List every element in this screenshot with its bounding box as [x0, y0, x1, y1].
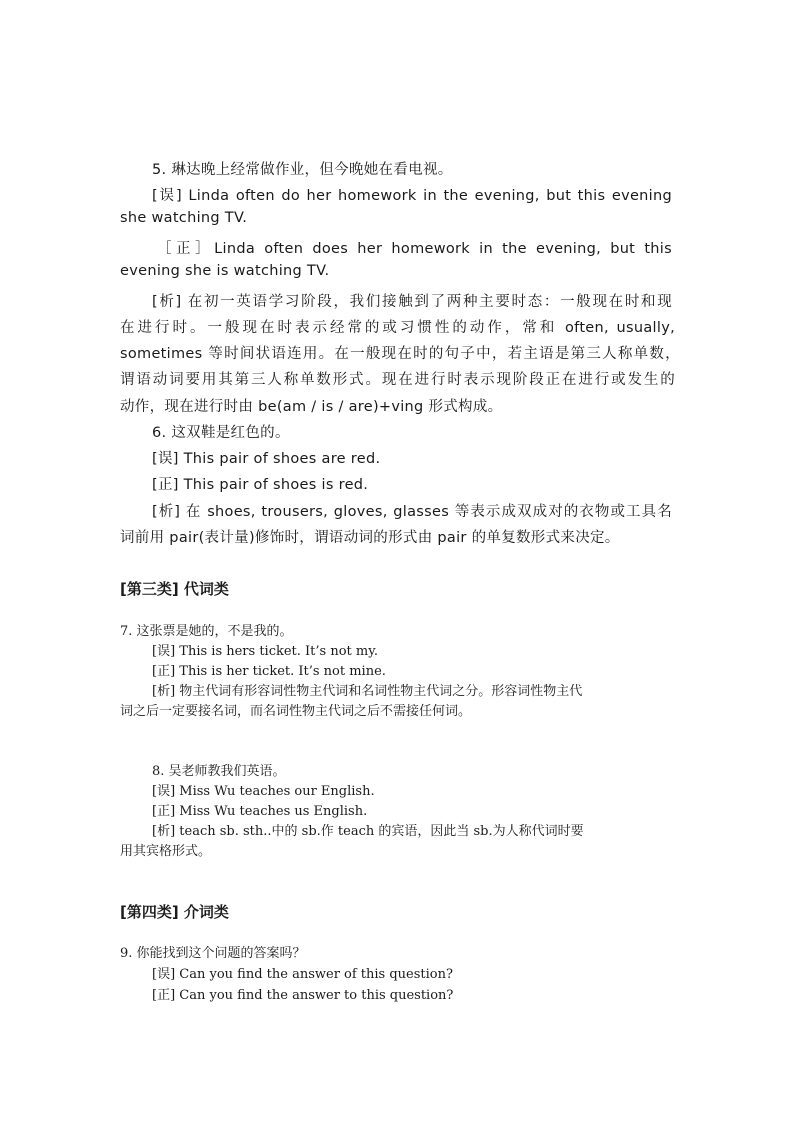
right-5-line-1: ［正］Linda often does her homework in the evening, but this	[157, 241, 672, 257]
wrong-8: [误] Miss Wu teaches our English.	[152, 784, 375, 799]
question-9: 9. 你能找到这个问题的答案吗？	[120, 946, 306, 961]
wrong-9: [误] Can you find the answer of this question?	[152, 967, 453, 982]
question-6: 6. 这双鞋是红色的。	[152, 425, 290, 441]
section-heading-pronouns: [第三类] 代词类	[120, 580, 229, 598]
wrong-7: [误] This is hers ticket. It’s not my.	[152, 644, 378, 659]
wrong-5-line-1: [误] Linda often do her homework in the evening, but this evening	[152, 188, 672, 204]
question-8: 8. 吴老师教我们英语。	[152, 764, 286, 779]
analysis-5-line-4: 谓语动词要用其第三人称单数形式。现在进行时表示现阶段正在进行或发生的	[120, 372, 675, 388]
analysis-6-line-2: 词前用 pair(表计量)修饰时，谓语动词的形式由 pair 的单复数形式来决定。	[120, 530, 620, 546]
analysis-7-line-1: [析] 物主代词有形容词性物主代词和名词性物主代词之分。形容词性物主代	[152, 684, 583, 699]
right-9: [正] Can you find the answer to this question?	[152, 988, 454, 1003]
analysis-5-line-3: sometimes 等时间状语连用。在一般现在时的句子中，若主语是第三人称单数，	[120, 346, 680, 362]
right-7: [正] This is her ticket. It’s not mine.	[152, 664, 386, 679]
right-6: [正] This pair of shoes is red.	[152, 477, 369, 493]
section-heading-prepositions: [第四类] 介词类	[120, 903, 229, 921]
wrong-5-line-2: she watching TV.	[120, 210, 248, 226]
analysis-7-line-2: 词之后一定要接名词，而名词性物主代词之后不需接任何词。	[120, 704, 472, 719]
analysis-5-line-1: [析] 在初一英语学习阶段，我们接触到了两种主要时态：一般现在时和现	[152, 294, 672, 310]
question-7: 7. 这张票是她的，不是我的。	[120, 624, 293, 639]
analysis-8-line-2: 用其宾格形式。	[120, 844, 212, 859]
analysis-5-line-2: 在进行时。一般现在时表示经常的或习惯性的动作，常和 often, usually,	[120, 320, 675, 336]
wrong-6: [误] This pair of shoes are red.	[152, 451, 381, 467]
analysis-5-line-5: 动作，现在进行时由 be(am / is / are)+ving 形式构成。	[120, 399, 503, 415]
question-5: 5. 琳达晚上经常做作业，但今晚她在看电视。	[152, 162, 453, 178]
analysis-6-line-1: [析] 在 shoes, trousers, gloves, glasses 等表示成双成对的衣物或工具名	[152, 504, 672, 520]
analysis-8-line-1: [析] teach sb. sth..中的 sb.作 teach 的宾语，因此当 sb.为人称代词时要	[152, 824, 584, 839]
right-5-line-2: evening she is watching TV.	[120, 263, 330, 279]
right-8: [正] Miss Wu teaches us English.	[152, 804, 368, 819]
